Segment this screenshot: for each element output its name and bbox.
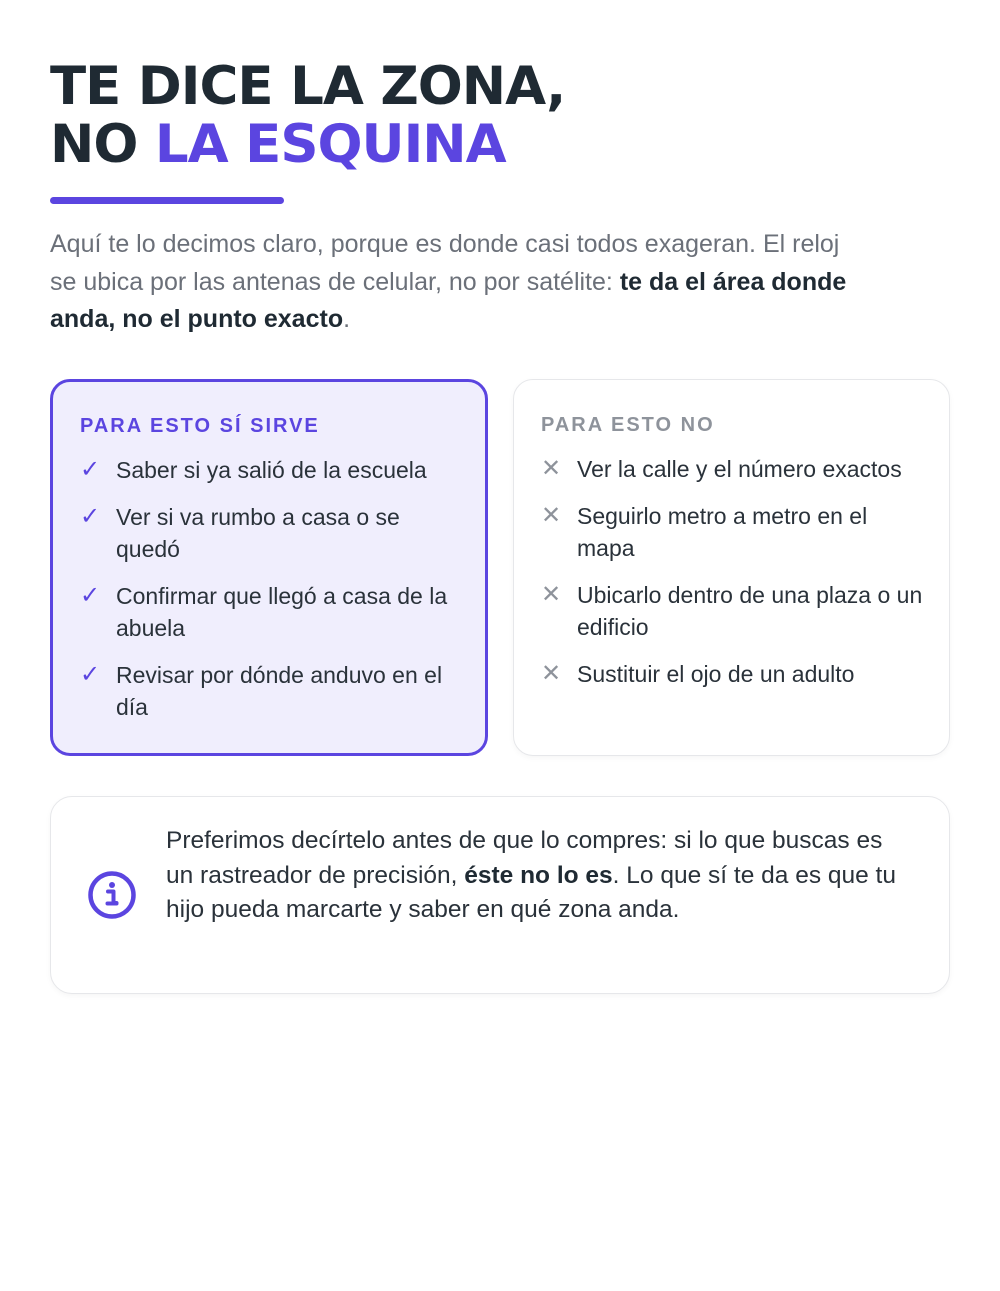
list-item: [541, 500, 925, 564]
card-yes: [50, 379, 488, 756]
list-item: [80, 454, 459, 486]
list-item-text: Confirmar que llegó a casa de la abuela: [116, 583, 448, 641]
list-item-text: Seguirlo metro a metro en el mapa: [577, 503, 868, 561]
title-line-2: [50, 116, 565, 174]
list-item-text: Ver si va rumbo a casa o se quedó: [116, 504, 400, 562]
card-yes-list: [80, 454, 459, 723]
list-item: [541, 453, 925, 485]
lead-text-end: .: [343, 305, 351, 333]
list-item: [541, 658, 925, 690]
lead-text: Aquí te lo decimos claro, porque es donde casi todos exageran. El reloj se ubica por las antenas de celular, no por satélite:: [50, 230, 840, 296]
cross-icon: ✕: [541, 660, 562, 687]
list-item-text: Ver la calle y el número exactos: [577, 456, 902, 482]
info-text-start: Preferimos decírtelo antes de que lo compres: si lo que buscas es un rastreador de precisión,: [166, 827, 883, 889]
info-icon: [87, 870, 137, 920]
list-item-text: Saber si ya salió de la escuela: [116, 457, 427, 483]
list-item: [80, 659, 459, 723]
card-no-heading: PARA ESTO NO: [541, 414, 715, 436]
list-item-text: Revisar por dónde anduvo en el día: [116, 662, 443, 720]
card-yes-heading: PARA ESTO SÍ SIRVE: [80, 415, 320, 437]
check-icon: ✓: [80, 503, 101, 530]
cross-icon: ✕: [541, 581, 562, 608]
cross-icon: ✕: [541, 502, 562, 529]
lead-paragraph: [50, 226, 850, 339]
title-line-1: TE DICE LA ZONA,: [50, 56, 566, 117]
page-title: [50, 58, 565, 174]
title-plain: NO: [50, 114, 155, 175]
lead-emphasis: te da el área donde anda, no el punto exacto: [50, 267, 847, 333]
card-no: [513, 379, 950, 756]
check-icon: ✓: [80, 661, 101, 688]
list-item: [80, 501, 459, 565]
card-no-list: [541, 453, 925, 690]
info-text-end: . Lo que sí te da es que tu hijo pueda marcarte y saber en qué zona anda.: [166, 861, 896, 923]
list-item: [80, 580, 459, 644]
check-icon: ✓: [80, 582, 101, 609]
title-accent: LA ESQUINA: [154, 114, 506, 175]
title-underline: [50, 197, 284, 204]
check-icon: ✓: [80, 456, 101, 483]
cross-icon: ✕: [541, 455, 562, 482]
info-text: [166, 824, 916, 928]
list-item: [541, 579, 925, 643]
info-emphasis: éste no lo es: [464, 861, 613, 889]
list-item-text: Sustituir el ojo de un adulto: [577, 661, 855, 687]
list-item-text: Ubicarlo dentro de una plaza o un edificio: [577, 582, 923, 640]
info-box: [50, 796, 950, 994]
